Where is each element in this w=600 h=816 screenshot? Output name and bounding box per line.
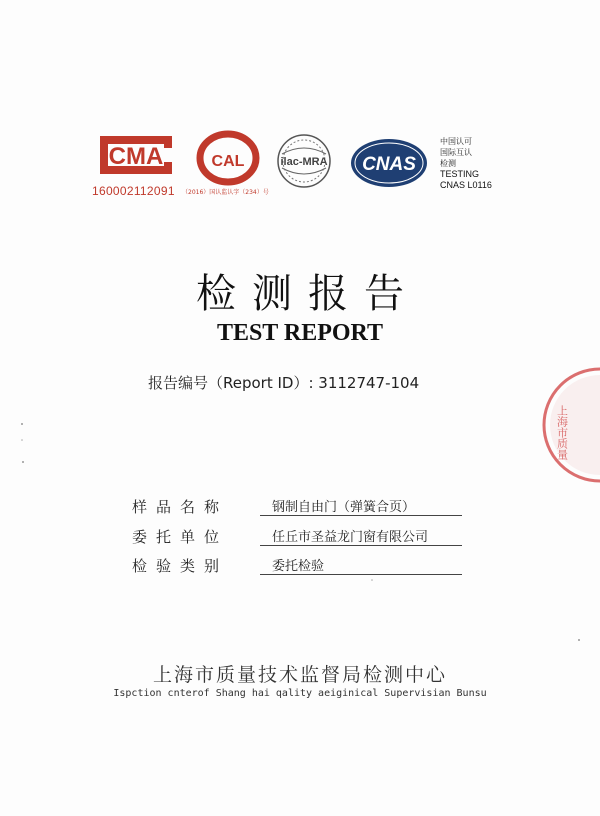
report-title-cn: 检测报告	[196, 271, 420, 317]
field-value: 任丘市圣益龙门窗有限公司	[272, 530, 429, 545]
cma-approval: （2016）国认监认字（234）号	[182, 189, 269, 196]
report-id: 报告编号（Report ID）: 3112747-104	[148, 374, 420, 392]
field-label: 样品名称	[132, 498, 229, 516]
cnas-caption-line: CNAS L0116	[440, 180, 492, 190]
ilac-mark: ilac-MRA	[280, 156, 328, 168]
field-value: 钢制自由门（弹簧合页）	[272, 500, 416, 515]
cnas-caption-line: 中国认可	[440, 137, 472, 146]
field-label: 检验类别	[132, 557, 229, 575]
cnas-caption-line: TESTING	[440, 169, 480, 179]
report-title-en: TEST REPORT	[216, 320, 384, 346]
cnas-caption-line: 国际互认	[440, 148, 472, 157]
cma-mark: CMA	[108, 143, 164, 170]
cma-number: 160002112091	[92, 184, 175, 198]
cnas-caption-line: 检测	[440, 159, 456, 168]
institution-name-en: Ispction cnterof Shang hai qality aeiginical Supervisian Bunsu	[113, 688, 487, 699]
field-label: 委托单位	[132, 528, 229, 546]
seal-text: 上海市质量	[555, 405, 569, 460]
cal-mark: CAL	[211, 153, 245, 170]
cnas-mark: CNAS	[362, 154, 416, 175]
institution-name-cn: 上海市质量技术监督局检测中心	[152, 664, 447, 686]
field-value: 委托检验	[272, 559, 325, 574]
